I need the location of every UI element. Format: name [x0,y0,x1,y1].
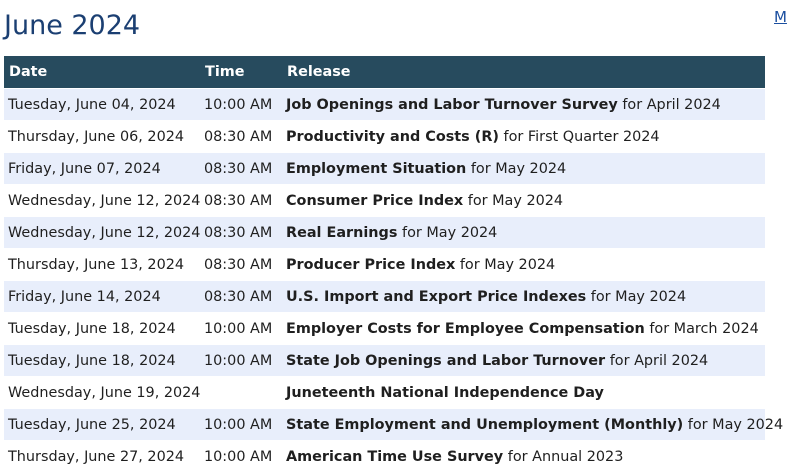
release-time-cell: 10:00 AM [200,89,282,121]
column-header-time: Time [200,56,282,89]
table-row [4,377,765,409]
release-period: for May 2024 [397,225,497,241]
release-name[interactable]: Job Openings and Labor Turnover Survey [286,97,618,113]
release-name[interactable]: Productivity and Costs (R) [286,129,499,145]
column-header-date: Date [4,56,200,89]
release-cell [282,153,765,185]
release-name[interactable]: Producer Price Index [286,257,455,273]
release-period: for Annual 2023 [503,449,623,465]
release-date-cell: Friday, June 07, 2024 [4,153,200,185]
table-header-row [4,56,765,89]
table-row [4,441,765,472]
release-cell [282,217,765,249]
release-name[interactable]: American Time Use Survey [286,449,503,465]
release-period: for April 2024 [618,97,721,113]
release-time-cell: 10:00 AM [200,441,282,472]
release-cell [282,441,765,472]
release-date-cell: Tuesday, June 04, 2024 [4,89,200,121]
release-period: for April 2024 [605,353,708,369]
release-date-cell: Tuesday, June 18, 2024 [4,345,200,377]
release-time-cell: 08:30 AM [200,153,282,185]
table-row [4,185,765,217]
release-period: for May 2024 [683,417,783,433]
release-date-cell: Thursday, June 27, 2024 [4,441,200,472]
release-period: for May 2024 [463,193,563,209]
table-row [4,153,765,185]
release-cell [282,377,765,409]
release-date-cell: Wednesday, June 19, 2024 [4,377,200,409]
release-cell [282,121,765,153]
release-name[interactable]: Employment Situation [286,161,466,177]
release-time-cell: 10:00 AM [200,345,282,377]
table-row [4,217,765,249]
release-cell [282,313,765,345]
release-date-cell: Tuesday, June 18, 2024 [4,313,200,345]
release-period: for May 2024 [455,257,555,273]
release-name[interactable]: State Job Openings and Labor Turnover [286,353,605,369]
release-name[interactable]: Employer Costs for Employee Compensation [286,321,645,337]
release-date-cell: Wednesday, June 12, 2024 [4,185,200,217]
release-time-cell: 08:30 AM [200,121,282,153]
table-row [4,249,765,281]
release-time-cell [200,377,282,409]
table-row [4,89,765,121]
table-body [4,89,765,472]
release-time-cell: 08:30 AM [200,249,282,281]
table-row [4,409,765,441]
release-period: for May 2024 [466,161,566,177]
release-name[interactable]: State Employment and Unemployment (Monthly) [286,417,683,433]
release-name[interactable]: Consumer Price Index [286,193,463,209]
column-header-release: Release [282,56,765,89]
release-cell [282,409,765,441]
release-time-cell: 08:30 AM [200,281,282,313]
release-date-cell: Thursday, June 13, 2024 [4,249,200,281]
release-schedule-table [4,56,765,472]
table-row [4,313,765,345]
release-cell [282,89,765,121]
page-title: June 2024 [4,8,140,44]
release-date-cell: Wednesday, June 12, 2024 [4,217,200,249]
release-cell [282,249,765,281]
release-time-cell: 08:30 AM [200,217,282,249]
release-time-cell: 10:00 AM [200,313,282,345]
release-name[interactable]: U.S. Import and Export Price Indexes [286,289,586,305]
release-date-cell: Tuesday, June 25, 2024 [4,409,200,441]
release-period: for May 2024 [586,289,686,305]
release-period: for First Quarter 2024 [499,129,660,145]
release-period: for March 2024 [645,321,759,337]
release-date-cell: Friday, June 14, 2024 [4,281,200,313]
release-time-cell: 10:00 AM [200,409,282,441]
release-date-cell: Thursday, June 06, 2024 [4,121,200,153]
table-row [4,121,765,153]
release-cell [282,345,765,377]
table-row [4,281,765,313]
release-cell [282,185,765,217]
release-cell [282,281,765,313]
table-row [4,345,765,377]
release-name[interactable]: Real Earnings [286,225,397,241]
corner-link[interactable]: M [774,8,787,26]
release-time-cell: 08:30 AM [200,185,282,217]
release-name[interactable]: Juneteenth National Independence Day [286,385,604,401]
